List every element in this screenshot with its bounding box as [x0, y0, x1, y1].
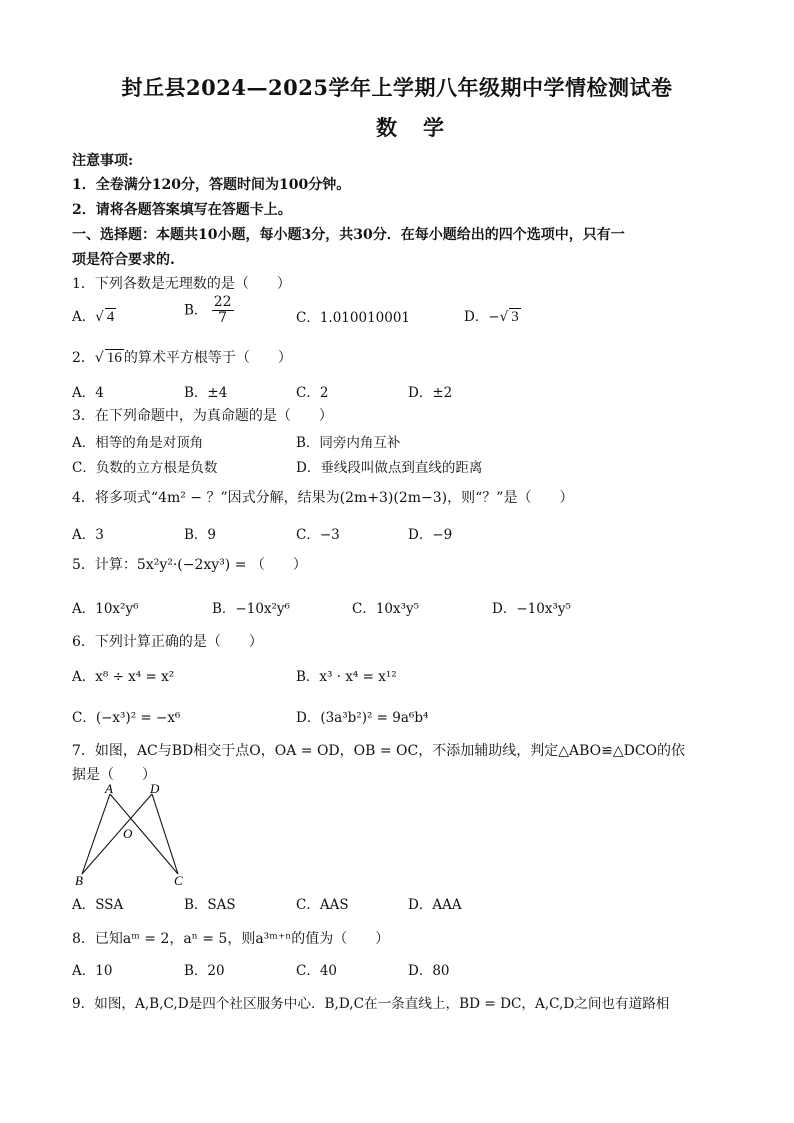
q3-option-b: B．同旁内角互补: [296, 435, 401, 451]
q1-fraction: $\frac{22}{7}$: [213, 294, 232, 327]
question-3-stem: 3．在下列命题中，为真命题的是（ ）: [72, 408, 333, 424]
question-4-stem: 4．将多项式“4m² − ？”因式分解，结果为(2m+3)(2m−3)，则“？”是（ ）: [72, 490, 574, 506]
q6-option-b: B．x³ · x⁴ = x¹²: [296, 669, 397, 685]
q1-option-c: C．1.010010001: [296, 310, 411, 326]
q6-option-c: C．(−x³)² = −x⁶: [72, 710, 181, 726]
q7-option-b: B．SAS: [184, 897, 236, 913]
label-d: D: [150, 782, 160, 796]
notes-item-2: 2．请将各题答案填写在答题卡上。: [72, 202, 292, 218]
q7-figure-bowtie: [70, 782, 200, 890]
q3-option-c: C．负数的立方根是负数: [72, 460, 218, 476]
q1-option-b: B． $\frac{22}{7}$: [184, 294, 232, 327]
q1-option-d: D．−√ 3: [464, 309, 519, 325]
q6-option-a: A．x⁸ ÷ x⁴ = x²: [72, 669, 175, 685]
label-b: B: [75, 873, 83, 888]
q8-option-c: C．40: [296, 963, 338, 979]
q6-option-d: D．(3a³b²)² = 9a⁶b⁴: [296, 710, 429, 726]
question-6-stem: 6．下列计算正确的是（ ）: [72, 634, 263, 650]
q4-option-c: C．−3: [296, 527, 340, 543]
q1-option-a: A．√ 4: [72, 309, 115, 325]
q4-option-a: A．3: [72, 527, 104, 543]
subject-title: 数学: [376, 115, 470, 140]
section-heading-line-1: 一、选择题：本题共10小题，每小题3分，共30分．在每小题给出的四个选项中，只有一: [72, 227, 625, 243]
q5-option-d: D．−10x³y⁵: [492, 601, 571, 617]
question-1-stem: 1．下列各数是无理数的是（ ）: [72, 276, 291, 292]
q4-option-b: B．9: [184, 527, 217, 543]
q8-option-b: B．20: [184, 963, 225, 979]
question-2-stem: 2．√ 16 的算术平方根等于（ ）: [72, 350, 292, 366]
question-7-stem-line-2: 据是（ ）: [72, 767, 156, 783]
question-5-stem: 5．计算：5x²y²·(−2xy³) = （ ）: [72, 557, 307, 573]
q7-option-c: C．AAS: [296, 897, 349, 913]
exam-title: 封丘县2024—2025学年上学期八年级期中学情检测试卷: [121, 75, 673, 100]
label-c: C: [174, 873, 183, 888]
q5-option-a: A．10x²y⁶: [72, 601, 139, 617]
q2-option-c: C．2: [296, 385, 329, 401]
q2-option-d: D．±2: [408, 385, 453, 401]
segment-dc: [152, 794, 178, 874]
segment-ab: [82, 794, 110, 874]
q8-option-d: D．80: [408, 963, 450, 979]
q7-option-a: A．SSA: [72, 897, 124, 913]
notes-heading: 注意事项:: [72, 153, 134, 169]
segment-db: [82, 794, 152, 874]
q2-option-a: A．4: [72, 385, 104, 401]
section-heading-line-2: 项是符合要求的.: [72, 252, 175, 268]
question-9-stem: 9．如图，A,B,C,D是四个社区服务中心．B,D,C在一条直线上，BD = DC，A,C,D之间也有道路相: [72, 996, 670, 1012]
segment-ac: [110, 794, 178, 874]
notes-item-1: 1．全卷满分120分，答题时间为100分钟。: [72, 177, 351, 193]
q4-option-d: D．−9: [408, 527, 453, 543]
question-8-stem: 8．已知aᵐ = 2，aⁿ = 5，则a³ᵐ⁺ⁿ的值为（ ）: [72, 931, 390, 947]
q7-option-d: D．AAA: [408, 897, 462, 913]
q5-option-b: B．−10x²y⁶: [212, 601, 290, 617]
q3-option-d: D．垂线段叫做点到直线的距离: [296, 460, 483, 476]
question-7-stem-line-1: 7．如图，AC与BD相交于点O，OA = OD，OB = OC，不添加辅助线，判定△ABO≌△DCO的依: [72, 743, 686, 759]
label-a: A: [105, 782, 113, 796]
q5-option-c: C．10x³y⁵: [352, 601, 420, 617]
q8-option-a: A．10: [72, 963, 113, 979]
q2-option-b: B．±4: [184, 385, 228, 401]
label-o: O: [123, 826, 133, 841]
q3-option-a: A．相等的角是对顶角: [72, 435, 204, 451]
